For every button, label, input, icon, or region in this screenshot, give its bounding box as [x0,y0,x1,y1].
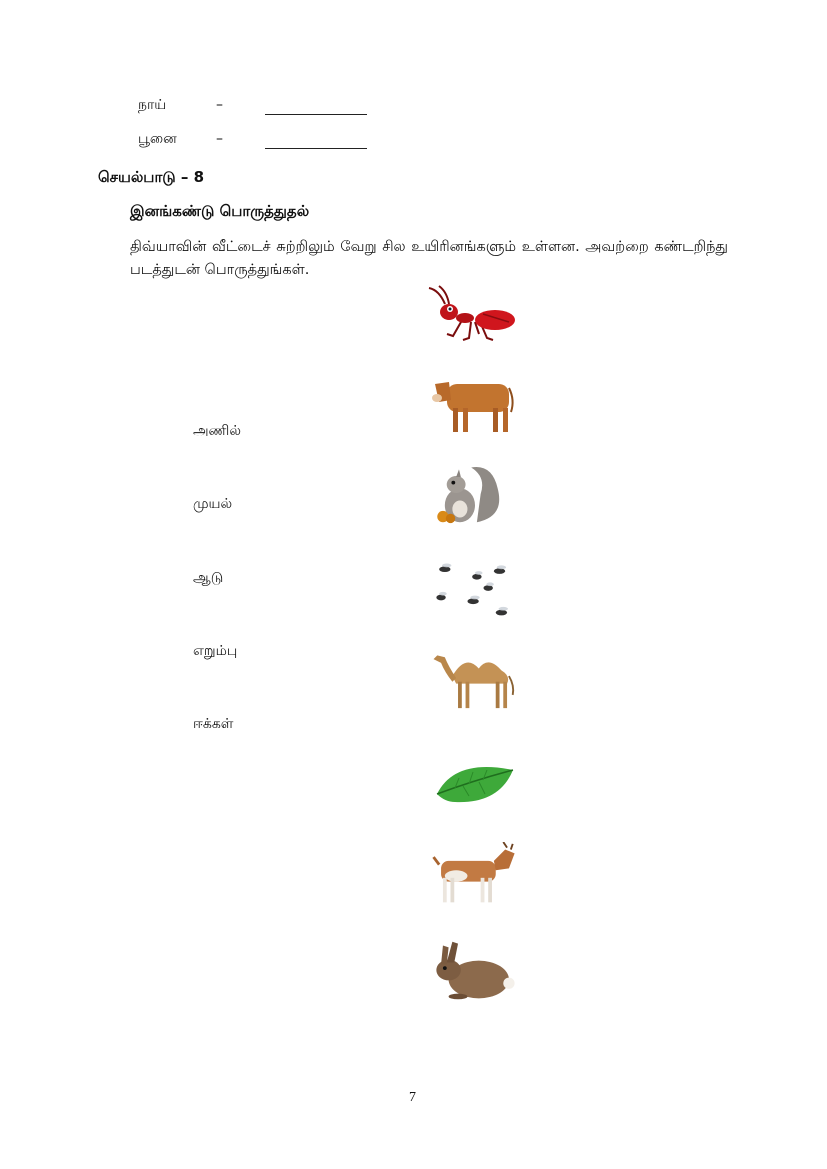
fill-row-2-dash: – [216,131,223,147]
activity-title: செயல்பாடு – 8 [98,168,205,186]
word-rabbit[interactable]: முயல் [193,496,233,512]
page-number: 7 [409,1090,416,1105]
squirrel-picture[interactable] [425,460,525,526]
instruction-paragraph: திவ்யாவின் வீட்டைச் சுற்றிலும் வேறு சில உயிரினங்களும் உள்ளன. அவற்றை கண்டறிந்து படத்துடன் பொருத்துங்கள். [130,239,728,278]
rabbit-picture[interactable] [425,938,525,1004]
fill-row-2-blank[interactable] [265,148,367,149]
word-ant[interactable]: எறும்பு [193,643,238,659]
goat-picture[interactable] [425,842,525,908]
leaf-picture[interactable] [425,748,525,814]
fill-row-1-word: நாய் [138,97,167,113]
word-flies[interactable]: ஈக்கள் [193,716,234,732]
fill-row-1-blank[interactable] [265,114,367,115]
fill-row-1-dash: – [216,97,223,113]
camel-picture[interactable] [425,644,525,710]
word-squirrel[interactable]: அணில் [193,423,242,439]
word-goat[interactable]: ஆடு [193,570,224,586]
cow-picture[interactable] [425,372,525,438]
subtitle: இனங்கண்டு பொருத்துதல் [130,202,310,220]
fill-row-2-word: பூனை [138,131,177,147]
ant-picture[interactable] [425,284,525,350]
flies-picture[interactable] [425,556,525,622]
